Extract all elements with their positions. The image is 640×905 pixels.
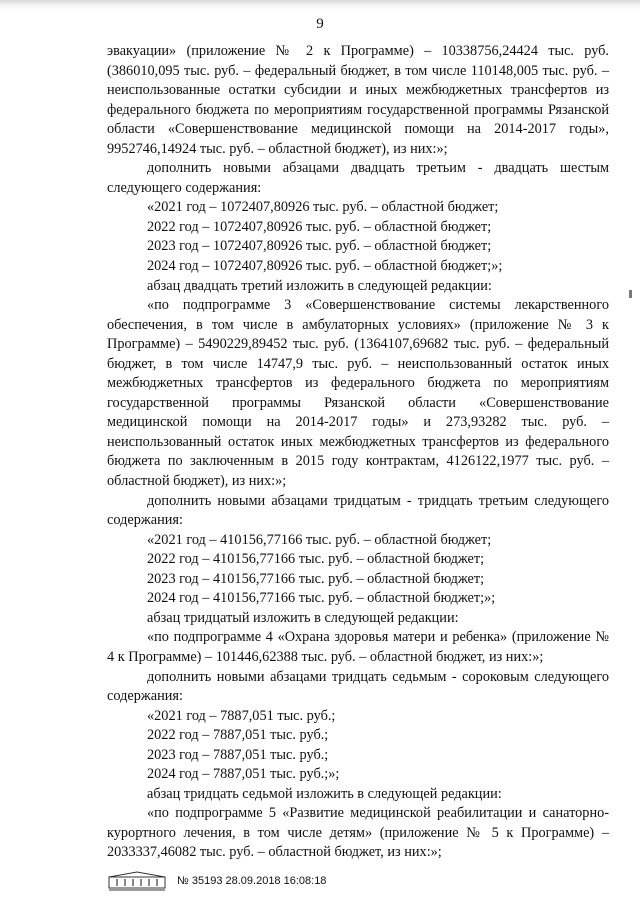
page-number: 9 [316,16,324,32]
paragraph: 2024 год – 1072407,80926 тыс. руб. – областной бюджет;»; [147,258,503,275]
paragraph: 2024 год – 410156,77166 тыс. руб. – областной бюджет;»; [147,590,496,607]
paragraph: «по подпрограмме 4 «Охрана здоровья матери и ребенка» (приложение № 4 к Программе) – 101446,62388 тыс. руб. – областной бюджет, из них:»; [107,629,609,665]
paragraph: абзац тридцатый изложить в следующей редакции: [147,609,459,626]
paragraph: 2022 год – 1072407,80926 тыс. руб. – областной бюджет; [147,218,492,235]
registration-stamp-text: № 35193 28.09.2018 16:08:18 [177,875,327,887]
paragraph: «2021 год – 1072407,80926 тыс. руб. – областной бюджет; [147,199,499,216]
paragraph: 2023 год – 410156,77166 тыс. руб. – областной бюджет; [147,570,485,587]
paragraph: 2023 год – 1072407,80926 тыс. руб. – областной бюджет; [147,238,492,255]
paragraph: эвакуации» (приложение № 2 к Программе) – 10338756,24424 тыс. руб. (386010,095 тыс. руб. – федеральный бюджет, в том числе 110148,005 тыс. руб. – неиспользованные остатки субсидии и иных межбюджетных трансфертов из федерального бюджета по мероприятиям государственной программы Рязанской области «Совершенствование медицинской помощи на 2014-2017 годы», 9952746,14924 тыс. руб. – областной бюджет), из них:»; [107,43,609,157]
paragraph: дополнить новыми абзацами тридцать седьмым - сороковым следующего содержания: [107,668,609,705]
paragraph: дополнить новыми абзацами тридцатым - тридцать третьим следующего содержания: [107,492,609,529]
document-body [107,42,609,863]
paragraph: 2023 год – 7887,051 тыс. руб.; [147,746,329,763]
scan-edge-mark [629,290,632,298]
paragraph: 2022 год – 410156,77166 тыс. руб. – областной бюджет; [147,551,485,568]
paragraph: абзац двадцать третий изложить в следующей редакции: [147,277,492,294]
scan-top-edge [0,0,640,10]
paragraph: «2021 год – 7887,051 тыс. руб.; [147,707,336,724]
paragraph: дополнить новыми абзацами двадцать третьим - двадцать шестым следующего содержания: [107,160,609,196]
paragraph: 2022 год – 7887,051 тыс. руб.; [147,727,329,744]
document-stamp [107,870,326,892]
paragraph: «2021 год – 410156,77166 тыс. руб. – областной бюджет; [147,531,492,548]
building-emblem-icon [107,871,167,891]
paragraph: абзац тридцать седьмой изложить в следующей редакции: [147,785,502,802]
paragraph: «по подпрограмме 5 «Развитие медицинской реабилитации и санаторно-курортного лечения, в том числе детям» (приложение № 5 к Программе) – 2033337,46082 тыс. руб. – областной бюджет, из них:»; [107,805,609,861]
paragraph: «по подпрограмме 3 «Совершенствование системы лекарственного обеспечения, в том числе в амбулаторных условиях» (приложение № 3 к Программе) – 5490229,89452 тыс. руб. (1364107,69682 тыс. руб. – федеральный бюджет, в том числе 14747,9 тыс. руб. – неиспользованный остаток иных межбюджетных трансфертов из федерального бюджета по мероприятиям государственной программы Рязанской области «Совершенствование медицинской помощи на 2014-2017 годы» и 273,93282 тыс. руб. – неиспользованный остаток иных межбюджетных трансфертов из федерального бюджета по заключенным в 2015 году контрактам, 4126122,1977 тыс. руб. – областной бюджет), из них:»; [107,297,609,490]
paragraph: 2024 год – 7887,051 тыс. руб.;»; [147,766,340,783]
